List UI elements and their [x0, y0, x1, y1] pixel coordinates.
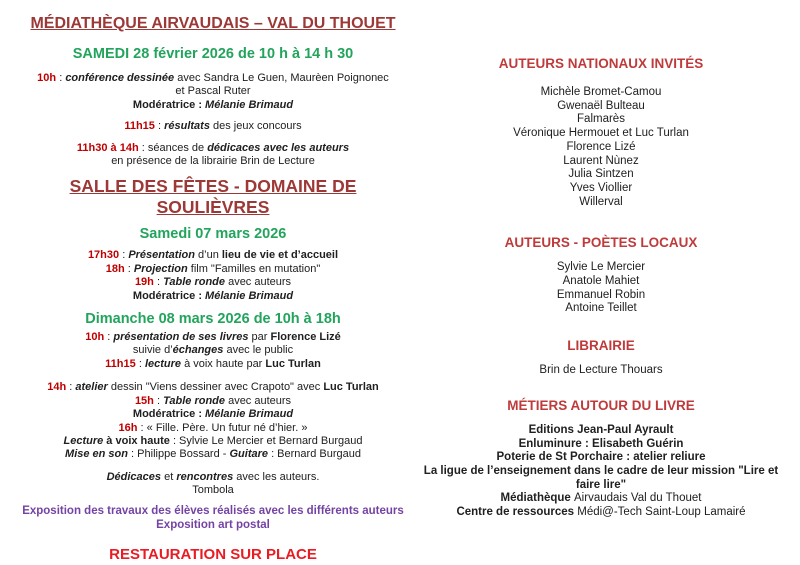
time-label: 11h15 — [105, 357, 136, 370]
author-name: Laurent Nùnez — [563, 154, 639, 167]
event-line — [22, 484, 404, 497]
text-segment: d’un — [194, 249, 222, 262]
text-segment: dédicaces avec les auteurs — [207, 141, 350, 154]
text-segment: : Sylvie Le Mercier et Bernard Burgaud — [169, 434, 363, 447]
section-heading: LIBRAIRIE — [567, 338, 635, 354]
section-heading: MÉTIERS AUTOUR DU LIVRE — [507, 397, 695, 413]
section-heading: AUTEURS NATIONAUX INVITÉS — [498, 56, 704, 71]
text-segment: avec auteurs — [225, 394, 292, 407]
text-segment: : — [154, 120, 165, 133]
text-segment: : Philippe Bossard - — [128, 448, 230, 461]
author-name: Anatole Mahiet — [562, 275, 640, 288]
text-segment: : séances de — [138, 141, 208, 154]
text-segment: des jeux concours — [209, 120, 302, 133]
event-line — [22, 99, 404, 112]
text-segment: Airvaudais Val du Thouet — [574, 492, 702, 505]
author-name: Michèle Bromet-Camou — [540, 86, 662, 98]
event-line — [22, 408, 404, 421]
text-segment: Mélanie Brimaud — [205, 408, 294, 421]
text-segment: film "Familles en mutation" — [187, 262, 321, 275]
text-segment: : — [119, 249, 129, 262]
text-segment: Table ronde — [163, 394, 226, 407]
text-segment: avec les auteurs. — [233, 470, 320, 483]
text-segment: Mise en son — [65, 448, 128, 461]
author-name: Gwenaël Bulteau — [557, 99, 645, 112]
text-segment: Modératrice : — [132, 98, 206, 111]
text-segment: La ligue de l’enseignement dans le cadre de leur mission "Lire et faire lire" — [423, 464, 779, 491]
date-heading: Dimanche 08 mars 2026 de 10h à 18h — [85, 311, 341, 328]
date-heading: SAMEDI 28 février 2026 de 10 h à 14 h 30 — [72, 46, 354, 62]
text-segment: et Pascal Ruter — [175, 85, 251, 98]
text-segment: avec auteurs — [225, 276, 292, 289]
text-segment: et — [161, 470, 177, 483]
event-line — [22, 448, 404, 461]
author-name: Sylvie Le Mercier — [556, 261, 646, 274]
author-name: Willerval — [579, 195, 623, 208]
time-label: 19h — [134, 276, 154, 289]
text-segment: Luc Turlan — [323, 381, 379, 394]
date-heading: Samedi 07 mars 2026 — [139, 226, 287, 243]
text-segment: : — [135, 357, 145, 370]
partner-line — [412, 465, 790, 492]
program-left-column — [22, 14, 404, 564]
text-segment: dessin "Viens dessiner avec Crapoto" avec — [107, 381, 324, 394]
event-line — [22, 290, 404, 303]
text-segment: à voix haute — [103, 434, 170, 447]
text-segment: avec Sandra Le Guen, Maurèen Poignonec — [174, 72, 389, 84]
text-segment: lecture — [144, 357, 182, 370]
event-line — [22, 331, 404, 344]
text-segment: Poterie de St Porchaire : atelier reliure — [496, 451, 706, 464]
time-label: 15h — [134, 394, 154, 407]
text-segment: atelier — [75, 381, 108, 394]
text-segment: par — [248, 331, 271, 344]
partner-line — [412, 424, 790, 438]
text-segment: Projection — [133, 262, 188, 275]
text-segment: Florence Lizé — [270, 331, 341, 344]
text-segment: Lecture — [63, 434, 104, 447]
text-segment: Tombola — [192, 484, 234, 497]
author-name: Antoine Teillet — [565, 302, 637, 315]
partner-line — [412, 438, 790, 452]
author-name: Falmarès — [577, 113, 625, 126]
event-line — [22, 249, 404, 262]
event-line — [22, 85, 404, 98]
text-segment: suivie d’ — [132, 344, 173, 357]
text-segment: Modératrice : — [132, 408, 206, 421]
text-segment: Modératrice : — [132, 289, 206, 302]
text-segment: conférence dessinée — [65, 72, 175, 84]
text-segment: Mélanie Brimaud — [205, 289, 294, 302]
text-segment: avec le public — [223, 344, 294, 357]
text-segment: : Bernard Burgaud — [268, 448, 361, 461]
text-segment: : — [56, 72, 66, 84]
text-segment: Médi@-Tech Saint-Loup Lamairé — [577, 506, 746, 519]
text-segment: Présentation — [128, 249, 195, 262]
time-label: 10h — [85, 331, 105, 344]
event-line — [22, 344, 404, 357]
text-segment: en présence de la librairie Brin de Lecture — [111, 155, 315, 168]
event-line — [22, 471, 404, 484]
author-name: Julia Sintzen — [568, 168, 634, 181]
text-segment: : — [66, 381, 76, 394]
event-line — [22, 395, 404, 408]
text-segment: Editions Jean-Paul Ayrault — [528, 423, 674, 436]
venue-title-mediatheque: MÉDIATHÈQUE AIRVAUDAIS – VAL DU THOUET — [30, 15, 396, 32]
text-segment: résultats — [164, 120, 210, 133]
event-line — [22, 263, 404, 276]
text-segment: Luc Turlan — [265, 357, 321, 370]
text-segment: Table ronde — [163, 276, 226, 289]
text-segment: : — [124, 262, 134, 275]
text-segment: Enluminure : Elisabeth Guérin — [518, 437, 684, 450]
event-line — [22, 381, 404, 394]
text-segment: Médiathèque — [500, 492, 575, 505]
event-line — [22, 155, 404, 168]
partner-line — [412, 451, 790, 465]
left-blocks — [22, 46, 404, 564]
author-name: Yves Viollier — [569, 181, 633, 194]
text-segment: Centre de ressources — [456, 506, 578, 519]
text-segment: : « Fille. Père. Un futur né d’hier. » — [137, 421, 308, 434]
program-right-column — [412, 14, 790, 520]
text-segment: : — [153, 276, 164, 289]
text-segment: : — [153, 394, 164, 407]
exposition-note: Exposition art postal — [156, 519, 270, 532]
event-line — [22, 358, 404, 371]
author-name: Florence Lizé — [566, 140, 636, 153]
text-segment: à voix haute par — [181, 357, 266, 370]
event-line — [22, 120, 404, 133]
text-segment: présentation de ses livres — [113, 331, 249, 344]
author-name: Véronique Hermouet et Luc Turlan — [513, 127, 689, 140]
exposition-note: Exposition des travaux des élèves réalisés avec les différents auteurs — [22, 504, 404, 517]
time-label: 10h — [37, 72, 57, 84]
author-name: Brin de Lecture Thouars — [539, 364, 663, 377]
section-heading: AUTEURS - POÈTES LOCAUX — [504, 235, 698, 251]
time-label: 11h15 — [124, 120, 155, 133]
time-label: 18h — [105, 262, 125, 275]
text-segment: : — [104, 331, 114, 344]
event-line — [22, 276, 404, 289]
partner-line — [412, 492, 790, 506]
restauration-note: RESTAURATION SUR PLACE — [109, 545, 317, 563]
text-segment: Mélanie Brimaud — [205, 98, 294, 111]
text-segment: échanges — [172, 344, 224, 357]
time-label: 17h30 — [87, 249, 120, 262]
event-line — [22, 142, 404, 155]
venue-title: SALLE DES FÊTES - DOMAINE DE SOULIÈVRES — [69, 176, 357, 218]
text-segment: Guitare — [229, 448, 269, 461]
text-segment: rencontres — [176, 470, 234, 483]
time-label: 11h30 à 14h — [76, 141, 139, 154]
event-line — [22, 422, 404, 435]
time-label: 16h — [118, 421, 138, 434]
time-label: 14h — [47, 381, 67, 394]
text-segment: lieu de vie et d’accueil — [221, 249, 339, 262]
event-line — [22, 435, 404, 448]
text-segment: Dédicaces — [106, 470, 162, 483]
partner-line — [412, 506, 790, 520]
event-line — [22, 72, 404, 85]
author-name: Emmanuel Robin — [556, 288, 646, 301]
